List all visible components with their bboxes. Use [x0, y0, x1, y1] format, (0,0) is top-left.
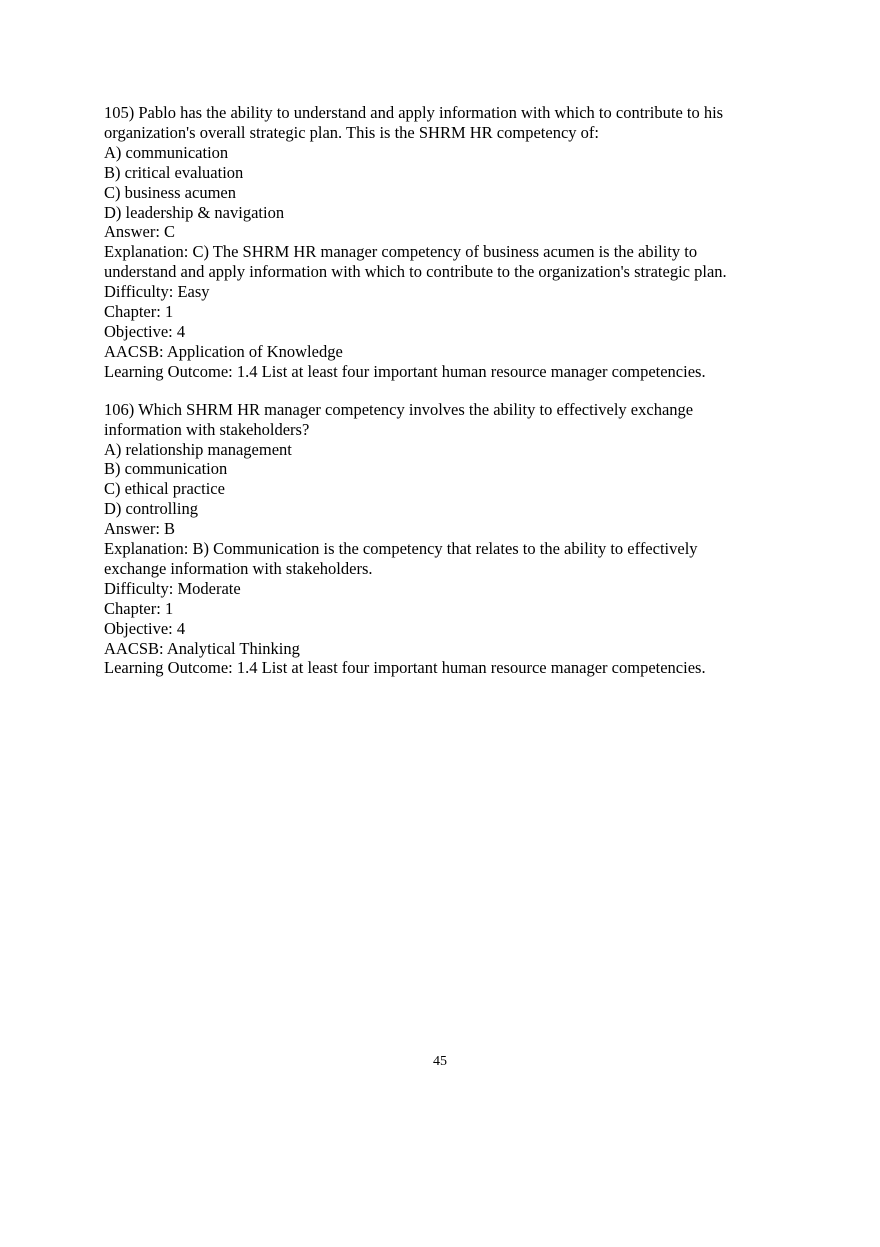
learning-outcome: Learning Outcome: 1.4 List at least four important human resource manager competencies.: [104, 658, 706, 678]
aacsb: AACSB: Application of Knowledge: [104, 341, 343, 361]
option-c: C) business acumen: [104, 182, 236, 202]
question-stem-line: information with stakeholders?: [104, 419, 310, 439]
page-number: 45: [433, 1054, 447, 1069]
option-d: D) controlling: [104, 499, 198, 519]
answer: Answer: C: [104, 222, 176, 242]
learning-outcome: Learning Outcome: 1.4 List at least four important human resource manager competencies.: [104, 361, 706, 381]
question-105: [104, 103, 804, 382]
explanation-line: understand and apply information with which to contribute to the organization's strategic plan.: [104, 262, 727, 282]
question-stem-line: 105) Pablo has the ability to understand and apply information with which to contribute to his: [104, 103, 724, 122]
option-b: B) communication: [104, 459, 228, 479]
question-stem-line: 106) Which SHRM HR manager competency involves the ability to effectively exchange: [104, 399, 694, 419]
explanation-line: exchange information with stakeholders.: [104, 558, 373, 578]
difficulty: Difficulty: Moderate: [104, 578, 241, 598]
option-b: B) critical evaluation: [104, 162, 244, 182]
option-d: D) leadership & navigation: [104, 202, 285, 222]
difficulty: Difficulty: Easy: [104, 282, 210, 302]
question-stem-line: organization's overall strategic plan. This is the SHRM HR competency of:: [104, 122, 599, 142]
question-106: [104, 400, 804, 679]
objective: Objective: 4: [104, 618, 186, 638]
option-c: C) ethical practice: [104, 479, 225, 499]
objective: Objective: 4: [104, 321, 186, 341]
chapter: Chapter: 1: [104, 598, 174, 618]
answer: Answer: B: [104, 519, 176, 539]
explanation-line: Explanation: B) Communication is the competency that relates to the ability to effectively: [104, 539, 698, 559]
explanation-line: Explanation: C) The SHRM HR manager competency of business acumen is the ability to: [104, 242, 698, 262]
aacsb: AACSB: Analytical Thinking: [104, 638, 300, 658]
chapter: Chapter: 1: [104, 302, 174, 322]
option-a: A) communication: [104, 142, 229, 162]
document-page: [104, 103, 804, 696]
option-a: A) relationship management: [104, 439, 292, 459]
